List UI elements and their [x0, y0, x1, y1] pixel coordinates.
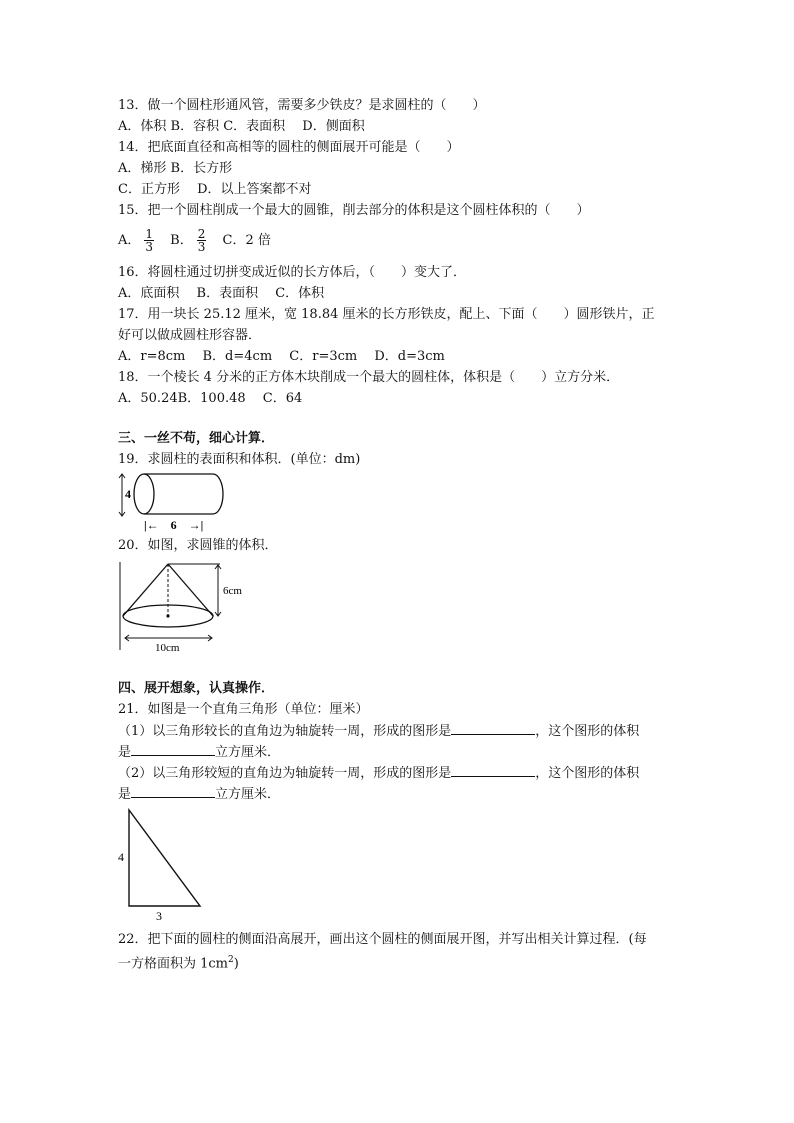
q19-height-label: 4: [125, 487, 131, 501]
q13-options: A．体积 B．容积 C．表面积 D．侧面积: [118, 119, 365, 134]
q22-stem-line2: 一方格面积为 $1cm^2$): [118, 955, 239, 972]
q21-right-triangle-figure: [116, 806, 216, 924]
q21-part1-volume-blank[interactable]: [131, 743, 215, 756]
q14-stem: 14．把底面直径和高相等的圆柱的侧面展开可能是（ ）: [118, 140, 460, 155]
section-3-title: 三、一丝不苟，细心计算．: [118, 431, 275, 446]
q20-height-label: 6cm: [223, 585, 242, 597]
q14-options-1: A．梯形 B．长方形: [118, 161, 233, 176]
q22-stem-line1: 22．把下面的圆柱的侧面沿高展开，画出这个圆柱的侧面展开图，并写出相关计算过程．(每: [118, 932, 647, 947]
q20-diameter-label: 10cm: [155, 642, 180, 654]
q21-part1-line2: 是 立方厘米．: [118, 745, 281, 760]
q15-options: [118, 226, 271, 256]
q21-short-leg-label: 3: [156, 909, 162, 923]
q14-options-2: C．正方形 D．以上答案都不对: [118, 182, 312, 197]
section-4-title: 四、展开想象，认真操作．: [118, 681, 275, 696]
q21-part2-line1: （2）以三角形较短的直角边为轴旋转一周，形成的图形是 ，这个图形的体积: [118, 766, 640, 781]
q16-stem: 16．将圆柱通过切拼变成近似的长方体后，（ ）变大了．: [118, 265, 467, 280]
q15-option-a: A．: [118, 233, 141, 248]
q19-stem: 19．求圆柱的表面积和体积．(单位：dm): [118, 452, 361, 467]
q21-part2-line2: 是 立方厘米．: [118, 787, 281, 802]
q21-long-leg-label: 4: [118, 850, 124, 864]
q20-stem: 20．如图，求圆锥的体积．: [118, 538, 278, 553]
q19-length-label: |← 6 →|: [144, 518, 204, 532]
q21-part2-volume-blank[interactable]: [131, 785, 215, 798]
q21-part1-line1: （1）以三角形较长的直角边为轴旋转一周，形成的图形是 ，这个图形的体积: [118, 724, 640, 739]
q21-part1-shape-blank[interactable]: [451, 722, 535, 735]
q15-stem: 15．把一个圆柱削成一个最大的圆锥，削去部分的体积是这个圆柱体积的（ ）: [118, 203, 590, 218]
q18-options: A．50.24B．100.48 C．64: [118, 391, 303, 406]
q18-stem: 18．一个棱长 4 分米的正方体木块削成一个最大的圆柱体，体积是（ ）立方分米．: [118, 370, 620, 385]
q17-stem-line2: 好可以做成圆柱形容器．: [118, 328, 262, 343]
q17-options: A．r=8cm B．d=4cm C．r=3cm D．d=3cm: [118, 349, 445, 364]
q16-options: A．底面积 B．表面积 C．体积: [118, 286, 325, 301]
q21-stem: 21．如图是一个直角三角形（单位：厘米）: [118, 702, 369, 717]
q19-cylinder-figure: [118, 468, 238, 534]
q13-stem: 13．做一个圆柱形通风管，需要多少铁皮？是求圆柱的（ ）: [118, 98, 486, 113]
q17-stem-line1: 17．用一块长 25.12 厘米，宽 18.84 厘米的长方形铁皮，配上、下面（ ）圆形铁片，正: [118, 307, 655, 322]
q15-fraction-a: $\frac{1}{3}$: [145, 227, 154, 254]
q15-fraction-b: $\frac{2}{3}$: [197, 227, 206, 254]
q15-option-c: C．2 倍: [222, 233, 271, 248]
q20-cone-figure: [118, 558, 263, 656]
q21-part2-shape-blank[interactable]: [451, 764, 535, 777]
q15-option-b: B．: [170, 233, 193, 248]
